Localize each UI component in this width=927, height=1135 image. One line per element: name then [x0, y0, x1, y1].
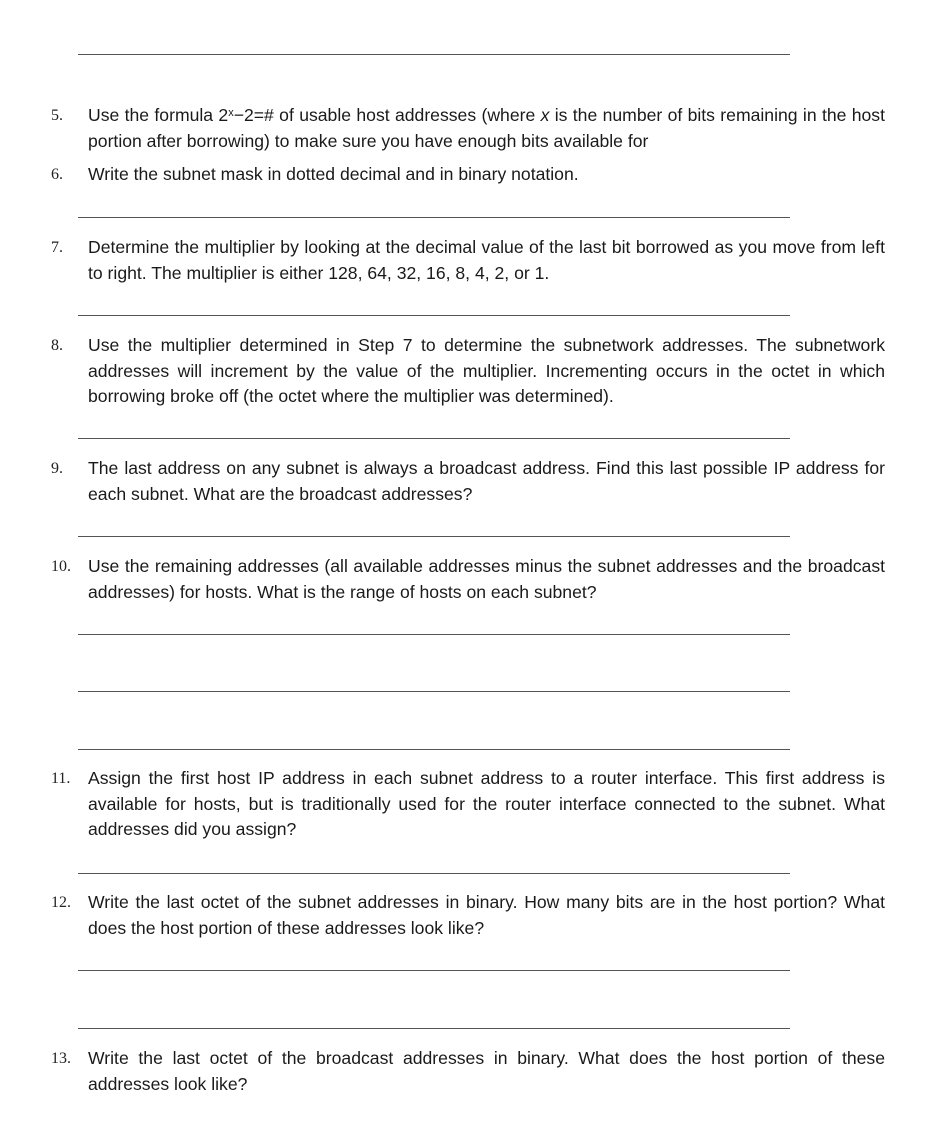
step-text: Write the last octet of the subnet addresses in binary. How many bits are in the host portion? What does the host portion of these addresses look like?: [88, 892, 885, 938]
step-text: The last address on any subnet is always a broadcast address. Find this last possible IP address for each subnet. What are the broadcast addresses?: [88, 458, 885, 504]
answer-line-step-7: [78, 315, 790, 316]
step-number: 10.: [51, 558, 71, 575]
answer-line-step-8: [78, 438, 790, 439]
answer-line-step-6: [78, 217, 790, 218]
step-number: 5.: [51, 107, 63, 124]
step-number: 6.: [51, 166, 63, 183]
answer-line-step-10-c: [78, 749, 790, 750]
step-text: Assign the first host IP address in each subnet address to a router interface. This first address is available for hosts, but is traditionally used for the router interface connected to the subnet. What addresses did you assign?: [88, 768, 885, 839]
italic-x: x: [540, 105, 550, 125]
answer-line-step-12-a: [78, 970, 790, 971]
step-text: Write the last octet of the broadcast addresses in binary. What does the host portion of these addresses look like?: [88, 1048, 885, 1094]
answer-line-step-12-b: [78, 1028, 790, 1029]
step-text: Write the subnet mask in dotted decimal and in binary notation.: [88, 164, 579, 184]
step-text: Use the formula $2^x-2=\#$ of usable host addresses (where x is the number of bits remaining in the host portion after borrowing) to make sure you have enough bits available for: [88, 105, 885, 151]
superscript-x: x: [228, 107, 234, 119]
step-number: 8.: [51, 337, 63, 354]
step-text: Use the multiplier determined in Step 7 to determine the subnetwork addresses. The subnetwork addresses will increment by the value of the multiplier. Incrementing occurs in the octet in which borrowing broke off (the octet where the multiplier was determined).: [88, 335, 885, 406]
step-number: 12.: [51, 894, 71, 911]
answer-line-step-10-a: [78, 634, 790, 635]
answer-line-step-9: [78, 536, 790, 537]
step-number: 7.: [51, 239, 63, 256]
step-text: Determine the multiplier by looking at the decimal value of the last bit borrowed as you move from left to right. The multiplier is either 128, 64, 32, 16, 8, 4, 2, or 1.: [88, 237, 885, 283]
step-number: 11.: [51, 770, 71, 787]
step-text: Use the remaining addresses (all available addresses minus the subnet addresses and the broadcast addresses) for hosts. What is the range of hosts on each subnet?: [88, 556, 885, 602]
step-number: 13.: [51, 1050, 71, 1067]
answer-line-step-11: [78, 873, 790, 874]
answer-line-top: [78, 54, 790, 55]
answer-line-step-10-b: [78, 691, 790, 692]
step-number: 9.: [51, 460, 63, 477]
